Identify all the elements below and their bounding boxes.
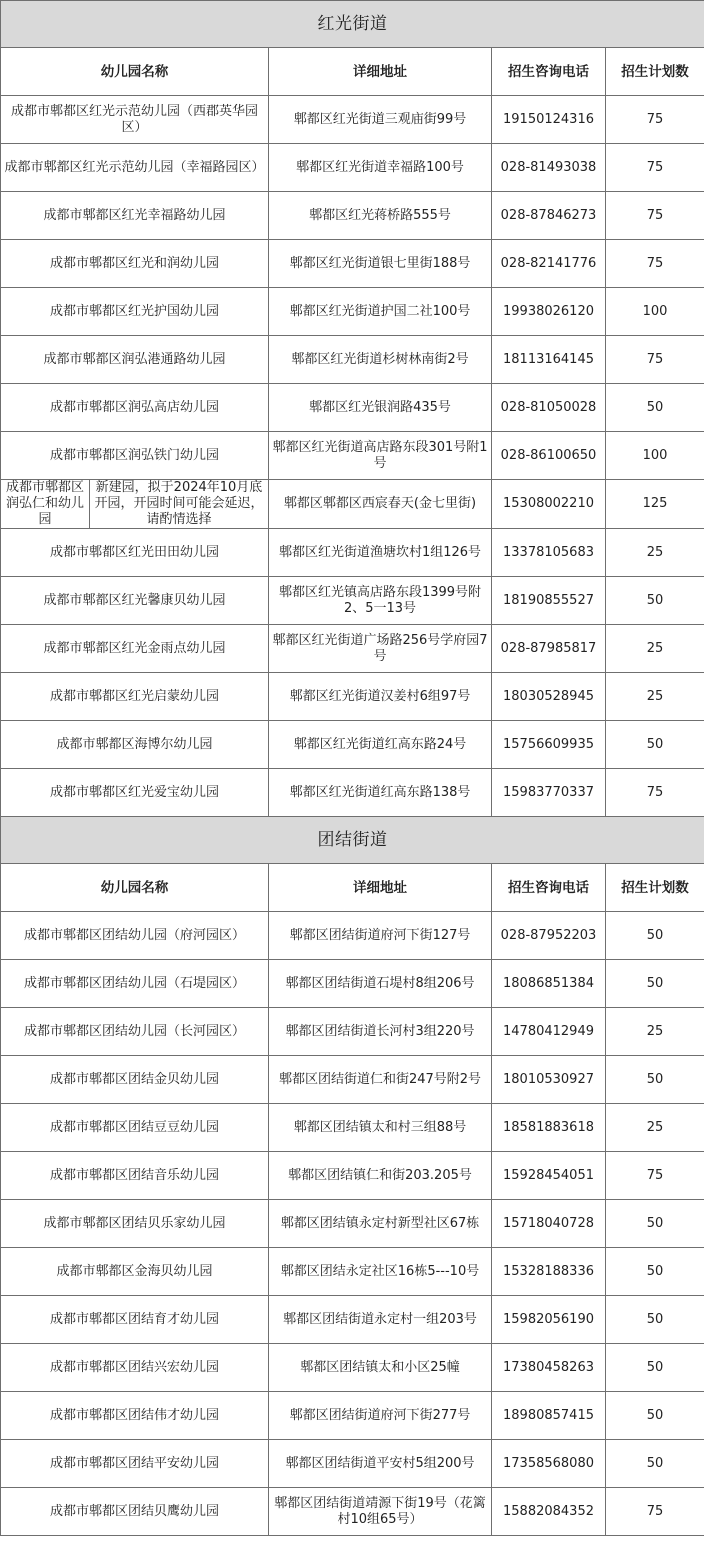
column-header-row (1, 864, 704, 912)
section-title: 红光街道 (1, 1, 704, 48)
table-row (1, 1248, 704, 1296)
kindergarten-address: 郫都区红光街道汉姜村6组97号 (269, 673, 492, 721)
kindergarten-address: 郫都区团结街道石堤村8组206号 (269, 960, 492, 1008)
enrollment-plan-count: 50 (606, 1344, 704, 1392)
enrollment-plan-count: 50 (606, 1200, 704, 1248)
enrollment-phone: 028-86100650 (492, 432, 606, 480)
enrollment-phone: 15982056190 (492, 1296, 606, 1344)
kindergarten-name: 成都市郫都区润弘港通路幼儿园 (1, 336, 269, 384)
enrollment-phone: 17358568080 (492, 1440, 606, 1488)
table-row (1, 721, 704, 769)
enrollment-plan-count: 75 (606, 144, 704, 192)
enrollment-plan-count: 25 (606, 1008, 704, 1056)
table-row (1, 1488, 704, 1536)
enrollment-phone: 17380458263 (492, 1344, 606, 1392)
table-row (1, 1056, 704, 1104)
kindergarten-name: 成都市郫都区团结兴宏幼儿园 (1, 1344, 269, 1392)
kindergarten-name: 成都市郫都区团结幼儿园（府河园区） (1, 912, 269, 960)
kindergarten-name: 成都市郫都区红光田田幼儿园 (1, 529, 269, 577)
kindergarten-address: 郫都区团结永定社区16栋5---10号 (269, 1248, 492, 1296)
enrollment-plan-count: 100 (606, 288, 704, 336)
table-row (1, 912, 704, 960)
enrollment-plan-count: 50 (606, 1296, 704, 1344)
kindergarten-name: 成都市郫都区团结豆豆幼儿园 (1, 1104, 269, 1152)
kindergarten-address: 郫都区红光街道幸福路100号 (269, 144, 492, 192)
name-note-split (1, 480, 268, 528)
enrollment-phone: 14780412949 (492, 1008, 606, 1056)
table-row (1, 625, 704, 673)
enrollment-plan-count: 50 (606, 912, 704, 960)
table-row (1, 192, 704, 240)
kindergarten-address: 郫都区红光镇高店路东段1399号附2、5一13号 (269, 577, 492, 625)
column-header-name: 幼儿园名称 (1, 48, 269, 96)
kindergarten-address: 郫都区红光街道三观庙街99号 (269, 96, 492, 144)
table-row (1, 240, 704, 288)
table-row (1, 480, 704, 529)
kindergarten-name: 成都市郫都区团结平安幼儿园 (1, 1440, 269, 1488)
kindergarten-address: 郫都区红光蒋桥路555号 (269, 192, 492, 240)
enrollment-phone: 19150124316 (492, 96, 606, 144)
enrollment-plan-count: 75 (606, 1152, 704, 1200)
table-row (1, 529, 704, 577)
section-header-row (1, 817, 704, 864)
enrollment-phone: 13378105683 (492, 529, 606, 577)
kindergarten-address: 郫都区团结街道永定村一组203号 (269, 1296, 492, 1344)
column-header-plan: 招生计划数 (606, 864, 704, 912)
enrollment-plan-count: 75 (606, 96, 704, 144)
kindergarten-name: 成都市郫都区团结音乐幼儿园 (1, 1152, 269, 1200)
kindergarten-address: 郫都区红光街道杉树林南街2号 (269, 336, 492, 384)
kindergarten-name: 成都市郫都区红光爱宝幼儿园 (1, 769, 269, 817)
kindergarten-address: 郫都区团结街道平安村5组200号 (269, 1440, 492, 1488)
table-row (1, 96, 704, 144)
column-header-plan: 招生计划数 (606, 48, 704, 96)
kindergarten-address: 郫都区团结街道长河村3组220号 (269, 1008, 492, 1056)
enrollment-phone: 15328188336 (492, 1248, 606, 1296)
kindergarten-address: 郫都区红光街道高店路东段301号附1号 (269, 432, 492, 480)
kindergarten-address: 郫都区团结街道府河下街127号 (269, 912, 492, 960)
column-header-address: 详细地址 (269, 864, 492, 912)
enrollment-plan-count: 75 (606, 240, 704, 288)
enrollment-plan-count: 125 (606, 480, 704, 529)
enrollment-phone: 18113164145 (492, 336, 606, 384)
table-row (1, 144, 704, 192)
column-header-phone: 招生咨询电话 (492, 864, 606, 912)
column-header-row (1, 48, 704, 96)
kindergarten-name: 成都市郫都区团结贝鹰幼儿园 (1, 1488, 269, 1536)
table-row (1, 1104, 704, 1152)
enrollment-plan-count: 50 (606, 960, 704, 1008)
enrollment-phone: 028-87846273 (492, 192, 606, 240)
enrollment-phone: 028-87952203 (492, 912, 606, 960)
kindergarten-address: 郫都区红光街道广场路256号学府园7号 (269, 625, 492, 673)
enrollment-plan-count: 25 (606, 1104, 704, 1152)
enrollment-phone: 15308002210 (492, 480, 606, 529)
enrollment-plan-count: 50 (606, 1392, 704, 1440)
kindergarten-name: 成都市郫都区团结贝乐家幼儿园 (1, 1200, 269, 1248)
enrollment-phone: 15882084352 (492, 1488, 606, 1536)
table-row (1, 1344, 704, 1392)
table-row (1, 432, 704, 480)
enrollment-plan-count: 25 (606, 625, 704, 673)
kindergarten-name: 成都市郫都区海博尔幼儿园 (1, 721, 269, 769)
enrollment-plan-count: 75 (606, 336, 704, 384)
enrollment-phone: 028-82141776 (492, 240, 606, 288)
table-row (1, 673, 704, 721)
kindergarten-name: 成都市郫都区红光示范幼儿园（幸福路园区） (1, 144, 269, 192)
enrollment-plan-count: 25 (606, 529, 704, 577)
kindergarten-address: 郫都区团结镇永定村新型社区67栋 (269, 1200, 492, 1248)
kindergarten-name: 成都市郫都区团结金贝幼儿园 (1, 1056, 269, 1104)
table-row (1, 336, 704, 384)
enrollment-plan-count: 75 (606, 769, 704, 817)
enrollment-phone: 18086851384 (492, 960, 606, 1008)
kindergarten-name: 成都市郫都区团结幼儿园（长河园区） (1, 1008, 269, 1056)
enrollment-phone: 15928454051 (492, 1152, 606, 1200)
enrollment-phone: 18030528945 (492, 673, 606, 721)
kindergarten-address: 郫都区红光银润路435号 (269, 384, 492, 432)
column-header-name: 幼儿园名称 (1, 864, 269, 912)
table-row (1, 384, 704, 432)
kindergarten-name: 成都市郫都区红光护国幼儿园 (1, 288, 269, 336)
table-row (1, 1440, 704, 1488)
kindergarten-name-cell (1, 480, 269, 529)
kindergarten-address: 郫都区团结街道靖源下街19号（花篱村10组65号） (269, 1488, 492, 1536)
enrollment-plan-count: 50 (606, 384, 704, 432)
enrollment-plan-count: 50 (606, 577, 704, 625)
table-row (1, 577, 704, 625)
kindergarten-address: 郫都区红光街道红高东路24号 (269, 721, 492, 769)
kindergarten-name: 成都市郫都区团结伟才幼儿园 (1, 1392, 269, 1440)
column-header-phone: 招生咨询电话 (492, 48, 606, 96)
kindergarten-address: 郫都区团结街道府河下街277号 (269, 1392, 492, 1440)
kindergarten-address: 郫都区团结镇太和小区25幢 (269, 1344, 492, 1392)
kindergarten-address: 郫都区红光街道护国二社100号 (269, 288, 492, 336)
enrollment-plan-count: 25 (606, 673, 704, 721)
kindergarten-name: 成都市郫都区红光和润幼儿园 (1, 240, 269, 288)
enrollment-phone: 19938026120 (492, 288, 606, 336)
enrollment-phone: 18010530927 (492, 1056, 606, 1104)
column-header-address: 详细地址 (269, 48, 492, 96)
enrollment-phone: 028-81493038 (492, 144, 606, 192)
table-row (1, 960, 704, 1008)
enrollment-plan-count: 100 (606, 432, 704, 480)
kindergarten-address: 郫都区红光街道渔塘坎村1组126号 (269, 529, 492, 577)
kindergarten-name: 成都市郫都区红光示范幼儿园（西郡英华园区） (1, 96, 269, 144)
table-row (1, 1200, 704, 1248)
enrollment-plan-count: 50 (606, 721, 704, 769)
enrollment-plan-count: 50 (606, 1056, 704, 1104)
kindergarten-name: 成都市郫都区润弘仁和幼儿园 (1, 480, 90, 528)
enrollment-phone: 18581883618 (492, 1104, 606, 1152)
enrollment-plan-count: 50 (606, 1248, 704, 1296)
kindergarten-name: 成都市郫都区团结幼儿园（石堤园区） (1, 960, 269, 1008)
kindergarten-address: 郫都区郫都区西宸春天(金七里街) (269, 480, 492, 529)
kindergarten-address: 郫都区红光街道红高东路138号 (269, 769, 492, 817)
table-row (1, 288, 704, 336)
kindergarten-note: 新建园，拟于2024年10月底开园，开园时间可能会延迟，请酌情选择 (94, 480, 264, 527)
table-row (1, 1008, 704, 1056)
enrollment-phone: 028-81050028 (492, 384, 606, 432)
kindergarten-name: 成都市郫都区红光馨康贝幼儿园 (1, 577, 269, 625)
enrollment-phone: 028-87985817 (492, 625, 606, 673)
kindergarten-name: 成都市郫都区团结育才幼儿园 (1, 1296, 269, 1344)
table-row (1, 1392, 704, 1440)
kindergarten-name: 成都市郫都区红光启蒙幼儿园 (1, 673, 269, 721)
kindergarten-name: 成都市郫都区润弘铁门幼儿园 (1, 432, 269, 480)
kindergarten-address: 郫都区红光街道银七里街188号 (269, 240, 492, 288)
enrollment-phone: 18980857415 (492, 1392, 606, 1440)
table-row (1, 1296, 704, 1344)
kindergarten-name: 成都市郫都区金海贝幼儿园 (1, 1248, 269, 1296)
table-row (1, 769, 704, 817)
kindergarten-address: 郫都区团结镇仁和街203.205号 (269, 1152, 492, 1200)
table-row (1, 1152, 704, 1200)
kindergarten-name: 成都市郫都区红光幸福路幼儿园 (1, 192, 269, 240)
enrollment-plan-count: 75 (606, 1488, 704, 1536)
section-title: 团结街道 (1, 817, 704, 864)
section-header-row (1, 1, 704, 48)
kindergarten-address: 郫都区团结镇太和村三组88号 (269, 1104, 492, 1152)
enrollment-phone: 18190855527 (492, 577, 606, 625)
enrollment-phone: 15983770337 (492, 769, 606, 817)
enrollment-phone: 15756609935 (492, 721, 606, 769)
enrollment-phone: 15718040728 (492, 1200, 606, 1248)
kindergarten-name: 成都市郫都区红光金雨点幼儿园 (1, 625, 269, 673)
enrollment-plan-count: 75 (606, 192, 704, 240)
enrollment-plan-count: 50 (606, 1440, 704, 1488)
kindergarten-address: 郫都区团结街道仁和街247号附2号 (269, 1056, 492, 1104)
kindergarten-name: 成都市郫都区润弘高店幼儿园 (1, 384, 269, 432)
